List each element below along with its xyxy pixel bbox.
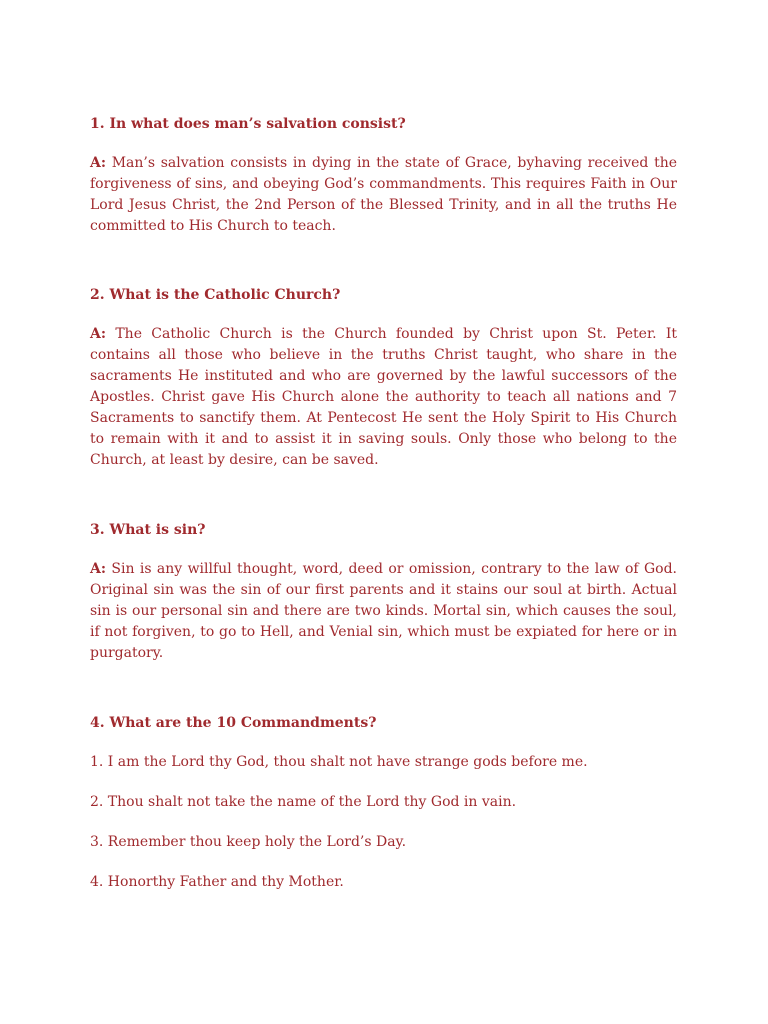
answer-label: A: bbox=[90, 326, 107, 342]
qa-section-2 bbox=[90, 285, 677, 471]
qa-section-1 bbox=[90, 114, 677, 237]
commandment-item: 2. Thou shalt not take the name of the Lord thy God in vain. bbox=[90, 794, 517, 810]
question-heading: 4. What are the 10 Commandments? bbox=[90, 715, 377, 731]
answer-paragraph bbox=[90, 324, 677, 471]
spacer bbox=[90, 664, 677, 713]
answer-paragraph bbox=[90, 153, 677, 237]
answer-text: Man’s salvation consists in dying in the state of Grace, byhaving received the forgiveness of sins, and obeying God’s commandments. This requires Faith in Our Lord Jesus Christ, the 2nd Person of the Blessed Trinity, and in all the truths He committed to His Church to teach. bbox=[90, 155, 677, 234]
question-heading: 2. What is the Catholic Church? bbox=[90, 287, 341, 303]
answer-label: A: bbox=[90, 155, 107, 171]
spacer bbox=[90, 471, 677, 520]
answer-paragraph bbox=[90, 559, 677, 664]
commandment-item: 3. Remember thou keep holy the Lord’s Day. bbox=[90, 834, 407, 850]
question-heading: 3. What is sin? bbox=[90, 522, 206, 538]
qa-section-3 bbox=[90, 520, 677, 664]
answer-label: A: bbox=[90, 561, 107, 577]
answer-text: Sin is any willful thought, word, deed or omission, contrary to the law of God. Original sin was the sin of our first parents and it stains our soul at birth. Actual sin is our personal sin and there are two kinds. Mortal sin, which causes the soul, if not forgiven, to go to Hell, and Venial sin, which must be expiated for here or in purgatory. bbox=[90, 561, 678, 661]
commandment-item: 4. Honorthy Father and thy Mother. bbox=[90, 874, 344, 890]
spacer bbox=[90, 237, 677, 285]
question-heading: 1. In what does man’s salvation consist? bbox=[90, 116, 406, 132]
commandment-item: 1. I am the Lord thy God, thou shalt not have strange gods before me. bbox=[90, 754, 588, 770]
answer-text: The Catholic Church is the Church founded by Christ upon St. Peter. It contains all those who believe in the truths Christ taught, who share in the sacraments He instituted and who are governed by the lawful successors of the Apostles. Christ gave His Church alone the authority to teach all nations and 7 Sacraments to sanctify them. At Pentecost He sent the Holy Spirit to His Church to remain with it and to assist it in saving souls. Only those who belong to the Church, at least by desire, can be saved. bbox=[90, 326, 678, 468]
document-page bbox=[90, 114, 677, 912]
qa-section-4 bbox=[90, 713, 677, 893]
